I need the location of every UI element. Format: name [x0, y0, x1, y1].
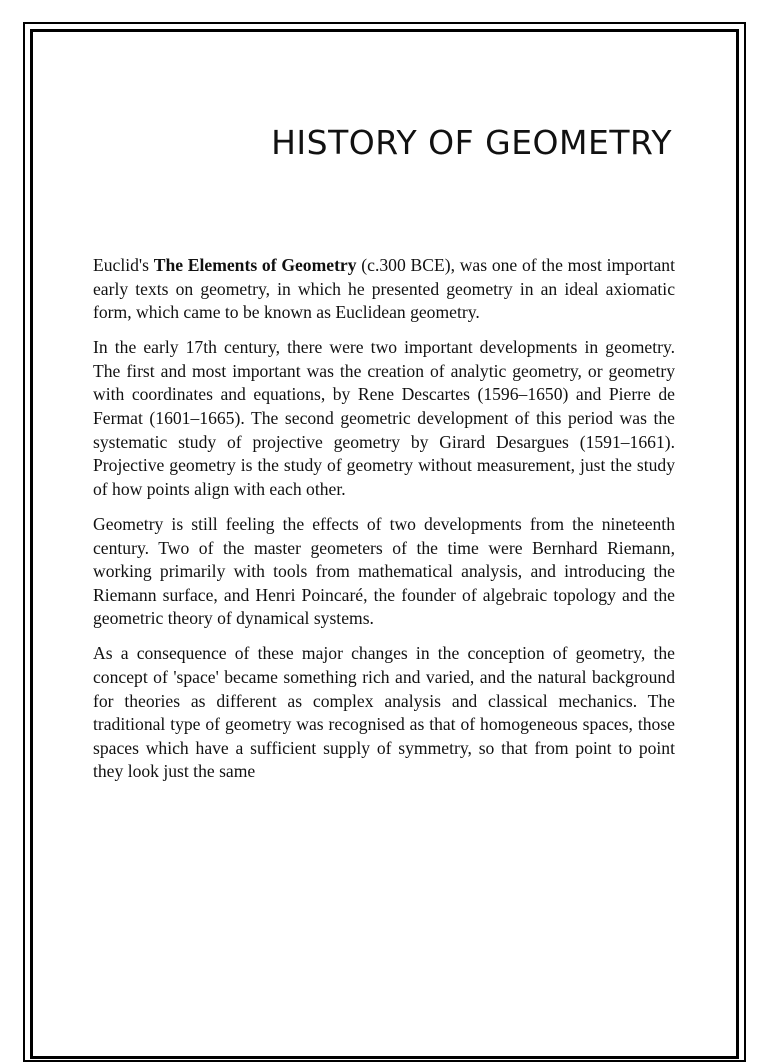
paragraph-1 — [93, 254, 675, 325]
paragraph-2: In the early 17th century, there were two important developments in geometry. The first and most important was the creation of analytic geometry, or geometry with coordinates and equations, by Rene Descartes (1596–1650) and Pierre de Fermat (1601–1665). The second geometric development of this period was the systematic study of projective geometry by Girard Desargues (1591–1661). Projective geometry is the study of geometry without measurement, just the study of how points align with each other. — [93, 337, 675, 499]
book-title: The Elements of Geometry — [153, 255, 357, 275]
paragraph-1-rest: (c.300 BCE), was one of the most important early texts on geometry, in which he presented geometry in an ideal axiomatic form, which came to be known as Euclidean geometry. — [93, 255, 675, 323]
document-title: HISTORY OF GEOMETRY — [271, 123, 672, 162]
paragraph-4: As a consequence of these major changes in the conception of geometry, the concept of 'space' became something rich and varied, and the natural background for theories as different as complex analysis and classical mechanics. The traditional type of geometry was recognised as that of homogeneous spaces, those spaces which have a sufficient supply of symmetry, so that from point to point they look just the same — [93, 643, 675, 782]
paragraph-3: Geometry is still feeling the effects of two developments from the nineteenth century. Two of the master geometers of the time were Bernhard Riemann, working primarily with tools from mathematical analysis, and introducing the Riemann surface, and Henri Poincaré, the founder of algebraic topology and the geometric theory of dynamical systems. — [93, 513, 675, 629]
document-body — [93, 254, 675, 795]
paragraph-1-intro: Euclid's — [93, 255, 154, 275]
